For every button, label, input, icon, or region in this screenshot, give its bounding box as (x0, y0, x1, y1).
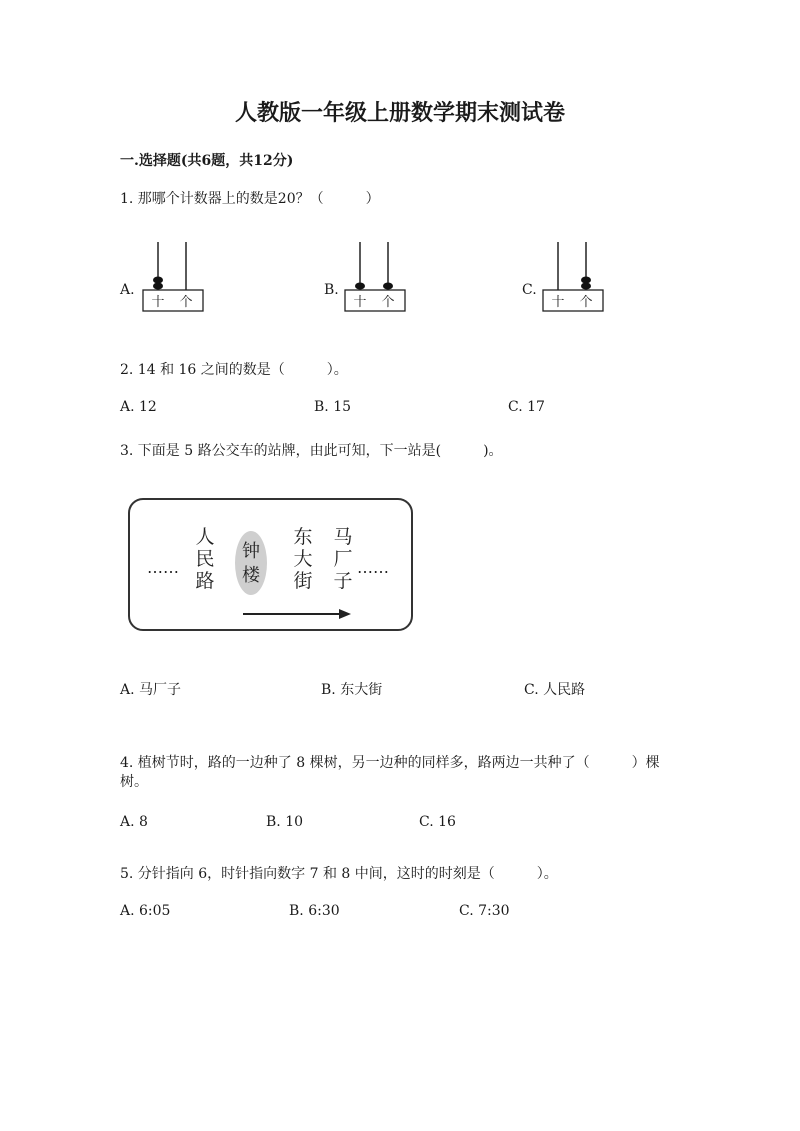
abacus-ones-label: 个 (179, 295, 193, 310)
q1-option-a-label: A. (120, 282, 135, 298)
bus-stop-sign (125, 495, 420, 639)
sign-dots-right: …… (357, 558, 389, 577)
abacus-tens-label: 十 (353, 295, 367, 310)
q4-option-b[interactable]: B. 10 (266, 814, 304, 830)
q2-option-b[interactable]: B. 15 (314, 399, 352, 415)
bead (355, 283, 365, 290)
question-2-text: 2. 14 和 16 之间的数是（ ）。 (120, 362, 348, 378)
abacus-tens-label: 十 (151, 295, 165, 310)
q1-option-c-label: C. (522, 282, 537, 298)
stop-machangzi-char: 厂 (333, 548, 353, 570)
stop-renminlu-char: 路 (195, 570, 215, 592)
section-heading: 一.选择题(共6题，共12分) (120, 153, 294, 169)
stop-dongdajie-char: 东 (293, 526, 313, 548)
stop-dongdajie-char: 大 (293, 548, 313, 570)
bead (383, 283, 393, 290)
q4-option-a[interactable]: A. 8 (120, 814, 148, 830)
abacus-tens-label: 十 (551, 295, 565, 310)
question-5-text: 5. 分针指向 6，时针指向数字 7 和 8 中间，这时的时刻是（ ）。 (120, 866, 558, 882)
q3-option-b[interactable]: B. 东大街 (321, 682, 383, 698)
question-1-text: 1. 那哪个计数器上的数是20？（ ） (120, 191, 380, 207)
stop-renminlu-char: 民 (195, 548, 215, 570)
bead (581, 277, 591, 284)
stop-renminlu-char: 人 (195, 526, 215, 548)
abacus-ones-label: 个 (381, 295, 395, 310)
abacus-ones-label: 个 (579, 295, 593, 310)
bead (581, 283, 591, 290)
q1-option-a-abacus[interactable] (140, 238, 210, 322)
bead (153, 283, 163, 290)
q2-option-c[interactable]: C. 17 (508, 399, 545, 415)
stop-machangzi-char: 马 (333, 526, 353, 548)
stop-machangzi-char: 子 (333, 570, 353, 592)
bead (153, 277, 163, 284)
q3-option-a[interactable]: A. 马厂子 (120, 682, 182, 698)
stop-zhonglou-char: 钟 (242, 541, 260, 562)
sign-dots-left: …… (147, 558, 179, 577)
q4-option-c[interactable]: C. 16 (419, 814, 456, 830)
q2-option-a[interactable]: A. 12 (120, 399, 157, 415)
stop-zhonglou-char: 楼 (242, 565, 260, 586)
stop-dongdajie-char: 街 (293, 570, 313, 592)
q1-option-c-abacus[interactable] (540, 238, 610, 322)
q5-option-c[interactable]: C. 7:30 (459, 903, 510, 919)
q5-option-a[interactable]: A. 6:05 (120, 903, 171, 919)
page-title: 人教版一年级上册数学期末测试卷 (234, 100, 565, 126)
q3-option-c[interactable]: C. 人民路 (524, 682, 586, 698)
question-4-text: 4. 植树节时，路的一边种了 8 棵树，另一边种的同样多，路两边一共种了（ ）棵树。 (120, 755, 660, 790)
q5-option-b[interactable]: B. 6:30 (289, 903, 340, 919)
q1-option-b-label: B. (324, 282, 339, 298)
q1-option-b-abacus[interactable] (342, 238, 412, 322)
question-3-text: 3. 下面是 5 路公交车的站牌，由此可知，下一站是( )。 (120, 443, 503, 459)
